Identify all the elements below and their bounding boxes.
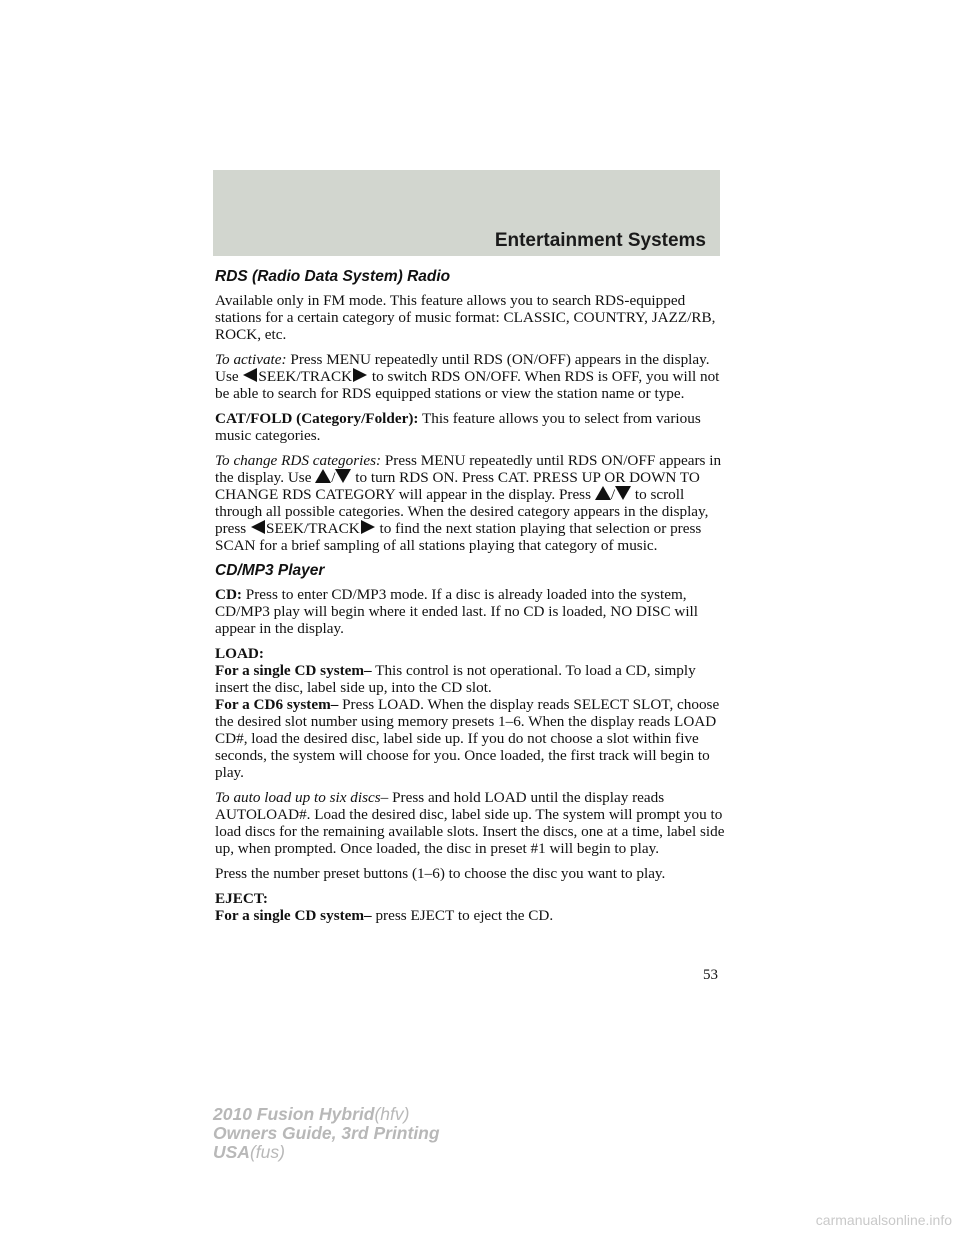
seek-right-arrow-icon bbox=[352, 368, 368, 382]
change-categories-paragraph bbox=[215, 452, 725, 554]
change-text-3: to turn RDS ON. Press CAT. PRESS UP OR DOWN TO CHANGE RDS CATEGORY will appear in the display. Press bbox=[215, 469, 700, 503]
change-text-2: / bbox=[331, 469, 336, 486]
seek-left-arrow-icon bbox=[242, 368, 258, 382]
autoload-paragraph bbox=[215, 789, 725, 857]
catfold-paragraph bbox=[215, 410, 725, 444]
change-text-6: SEEK/TRACK bbox=[266, 520, 360, 537]
single-cd-label: For a single CD system– bbox=[215, 662, 372, 679]
cd-heading: CD/MP3 Player bbox=[215, 562, 325, 579]
rds-heading: RDS (Radio Data System) Radio bbox=[215, 268, 451, 285]
change-text-5: to scroll through all possible categories. When the desired category appears in the display, press bbox=[215, 486, 709, 537]
down-arrow-icon bbox=[335, 469, 351, 483]
footer-line-1 bbox=[213, 1105, 440, 1124]
rds-intro: Available only in FM mode. This feature allows you to search RDS-equipped stations for a certain category of music format: CLASSIC, COUNTRY, JAZZ/RB, ROCK, etc. bbox=[215, 292, 716, 343]
eject-paragraph bbox=[215, 890, 725, 924]
watermark: carmanualsonline.info bbox=[815, 1212, 952, 1228]
cd-text: Press to enter CD/MP3 mode. If a disc is already loaded into the system, CD/MP3 play will begin where it ended last. If no CD is loaded, NO DISC will appear in the display. bbox=[215, 586, 698, 637]
footer-line-2: Owners Guide, 3rd Printing bbox=[213, 1123, 440, 1143]
activate-text-2: SEEK/TRACK bbox=[258, 368, 353, 385]
eject-single-line bbox=[215, 907, 725, 924]
autoload-text: Press and hold LOAD until the display reads AUTOLOAD#. Load the desired disc, label side up. The system will prompt you to load discs for the remaining available slots. Insert the discs, one at a time, label side up, when prompted. Once loaded, the disc in preset #1 will begin to play. bbox=[215, 789, 725, 857]
load-paragraph bbox=[215, 645, 725, 781]
footer-imprint bbox=[213, 1105, 440, 1162]
catfold-label: CAT/FOLD (Category/Folder): bbox=[215, 410, 419, 427]
cd-label: CD: bbox=[215, 586, 242, 603]
activate-text-1: Press MENU repeatedly until RDS (ON/OFF) appears in the display. Use bbox=[215, 351, 710, 385]
load-cd6-line bbox=[215, 696, 725, 781]
up-arrow-icon bbox=[595, 486, 611, 500]
autoload-label: To auto load up to six discs– bbox=[215, 789, 389, 806]
page-number: 53 bbox=[703, 967, 718, 983]
section-title: Entertainment Systems bbox=[494, 230, 706, 251]
footer-model: 2010 Fusion Hybrid bbox=[213, 1104, 375, 1124]
activate-text-3: to switch RDS ON/OFF. When RDS is OFF, you will not be able to search for RDS equipped stations or view the station name or type. bbox=[215, 368, 720, 402]
seek-right-arrow-icon bbox=[360, 520, 376, 534]
load-single-line bbox=[215, 662, 725, 696]
footer-market: USA bbox=[213, 1142, 250, 1162]
footer-model-code: (hfv) bbox=[374, 1104, 410, 1124]
eject-single-text: press EJECT to eject the CD. bbox=[371, 907, 554, 924]
down-arrow-icon bbox=[615, 486, 631, 500]
page-content bbox=[215, 268, 725, 924]
change-label: To change RDS categories: bbox=[215, 452, 382, 469]
change-text-7: to find the next station playing that selection or press SCAN for a brief sampling of all stations playing that category of music. bbox=[215, 520, 702, 554]
up-arrow-icon bbox=[315, 469, 331, 483]
cd6-label: For a CD6 system– bbox=[215, 696, 339, 713]
cd6-text: Press LOAD. When the display reads SELECT SLOT, choose the desired slot number using memory presets 1–6. When the display reads LOAD CD#, load the desired disc, label side up. If you do not choose a slot within five seconds, the system will choose for you. Once loaded, the first track will begin to play. bbox=[215, 696, 720, 781]
eject-label: EJECT: bbox=[215, 890, 268, 907]
change-text-4: / bbox=[610, 486, 616, 503]
change-text-1: Press MENU repeatedly until RDS ON/OFF appears in the display. Use bbox=[215, 452, 722, 486]
cd-paragraph bbox=[215, 586, 725, 637]
catfold-text: This feature allows you to select from various music categories. bbox=[215, 410, 701, 444]
footer-line-3 bbox=[213, 1143, 440, 1162]
seek-left-arrow-icon bbox=[250, 520, 266, 534]
single-cd-text: This control is not operational. To load a CD, simply insert the disc, label side up, into the CD slot. bbox=[215, 662, 696, 696]
rds-activate-paragraph bbox=[215, 351, 725, 402]
eject-single-label: For a single CD system– bbox=[215, 907, 372, 924]
footer-market-code: (fus) bbox=[249, 1142, 285, 1162]
load-label: LOAD: bbox=[215, 645, 264, 662]
activate-label: To activate: bbox=[215, 351, 287, 368]
section-header-band bbox=[213, 170, 720, 256]
preset-paragraph: Press the number preset buttons (1–6) to choose the disc you want to play. bbox=[215, 865, 666, 882]
